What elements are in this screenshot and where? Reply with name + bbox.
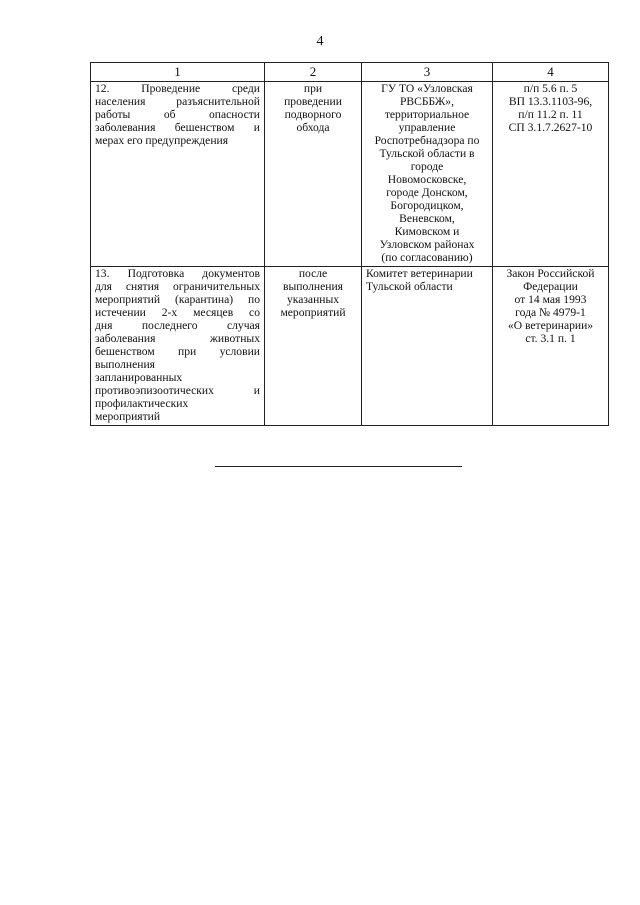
cell-line: ГУ ТО «Узловская [381, 82, 473, 95]
column-header-3: 3 [362, 63, 493, 82]
responsible-cell [362, 82, 493, 267]
cell-line: Тульской области в [379, 147, 475, 160]
cell-line: населения разъяснительной [95, 95, 260, 108]
cell-line: ВП 13.3.1103-96, [508, 95, 593, 108]
cell-line: мероприятий [95, 410, 161, 423]
column-header-1: 1 [91, 63, 265, 82]
cell-line: указанных [286, 293, 340, 306]
cell-line: 13. Подготовка документов [95, 267, 260, 280]
cell-line: года № 4979-1 [515, 306, 586, 319]
timing-cell [265, 267, 362, 426]
cell-line: п/п 5.6 п. 5 [523, 82, 578, 95]
cell-line: выполнения [95, 358, 155, 371]
cell-line: для снятия ограничительных [95, 280, 260, 293]
cell-line: городе Донском, [386, 186, 468, 199]
cell-line: после [298, 267, 328, 280]
table-header-row [91, 63, 609, 82]
cell-line: Кимовском и [394, 225, 460, 238]
cell-line: управление [398, 121, 456, 134]
cell-line: подворного [284, 108, 342, 121]
page-number: 4 [316, 34, 324, 49]
cell-line: Веневском, [399, 212, 455, 225]
cell-line: выполнения [283, 280, 343, 293]
cell-line: заболевания животных [95, 332, 260, 345]
cell-line: ст. 3.1 п. 1 [525, 332, 576, 345]
reference-cell [493, 82, 609, 267]
cell-line: п/п 11.2 п. 11 [518, 108, 583, 121]
cell-line: профилактических [95, 397, 189, 410]
cell-line: дня последнего случая [95, 319, 260, 332]
cell-line: Богородицком, [390, 199, 464, 212]
cell-line: противоэпизоотических и [95, 384, 260, 397]
measures-table [90, 62, 609, 426]
cell-line: работы об опасности [95, 108, 260, 121]
cell-line: мероприятий [280, 306, 346, 319]
table-row [91, 267, 609, 426]
cell-line: истечении 2-х месяцев со [95, 306, 260, 319]
measure-cell [91, 82, 265, 267]
cell-line: СП 3.1.7.2627-10 [508, 121, 593, 134]
cell-line: Федерации [523, 280, 578, 293]
cell-line: мероприятий (карантина) по [95, 293, 260, 306]
reference-cell [493, 267, 609, 426]
cell-line: территориальное [384, 108, 470, 121]
cell-line: мерах его предупреждения [95, 134, 229, 147]
cell-line: РВСББЖ», [399, 95, 455, 108]
cell-line: (по согласованию) [381, 251, 473, 264]
cell-line: проведении [284, 95, 342, 108]
timing-cell [265, 82, 362, 267]
cell-line: обхода [296, 121, 330, 134]
closing-rule [215, 466, 462, 467]
cell-line: «О ветеринарии» [507, 319, 594, 332]
cell-line: Закон Российской [506, 267, 595, 280]
cell-line: от 14 мая 1993 [514, 293, 587, 306]
responsible-cell [362, 267, 493, 426]
cell-line: Новомосковске, [387, 173, 467, 186]
cell-line: 12. Проведение среди [95, 82, 260, 95]
cell-line: заболевания бешенством и [95, 121, 260, 134]
cell-line: Комитет ветеринарии [366, 267, 473, 280]
cell-line: бешенством при условии [95, 345, 260, 358]
column-header-2: 2 [265, 63, 362, 82]
cell-line: запланированных [95, 371, 183, 384]
column-header-4: 4 [493, 63, 609, 82]
cell-line: Узловском районах [379, 238, 475, 251]
cell-line: Роспотребнадзора по [374, 134, 480, 147]
table-row [91, 82, 609, 267]
measure-cell [91, 267, 265, 426]
cell-line: при [303, 82, 323, 95]
cell-line: городе [410, 160, 444, 173]
cell-line: Тульской области [366, 280, 453, 293]
